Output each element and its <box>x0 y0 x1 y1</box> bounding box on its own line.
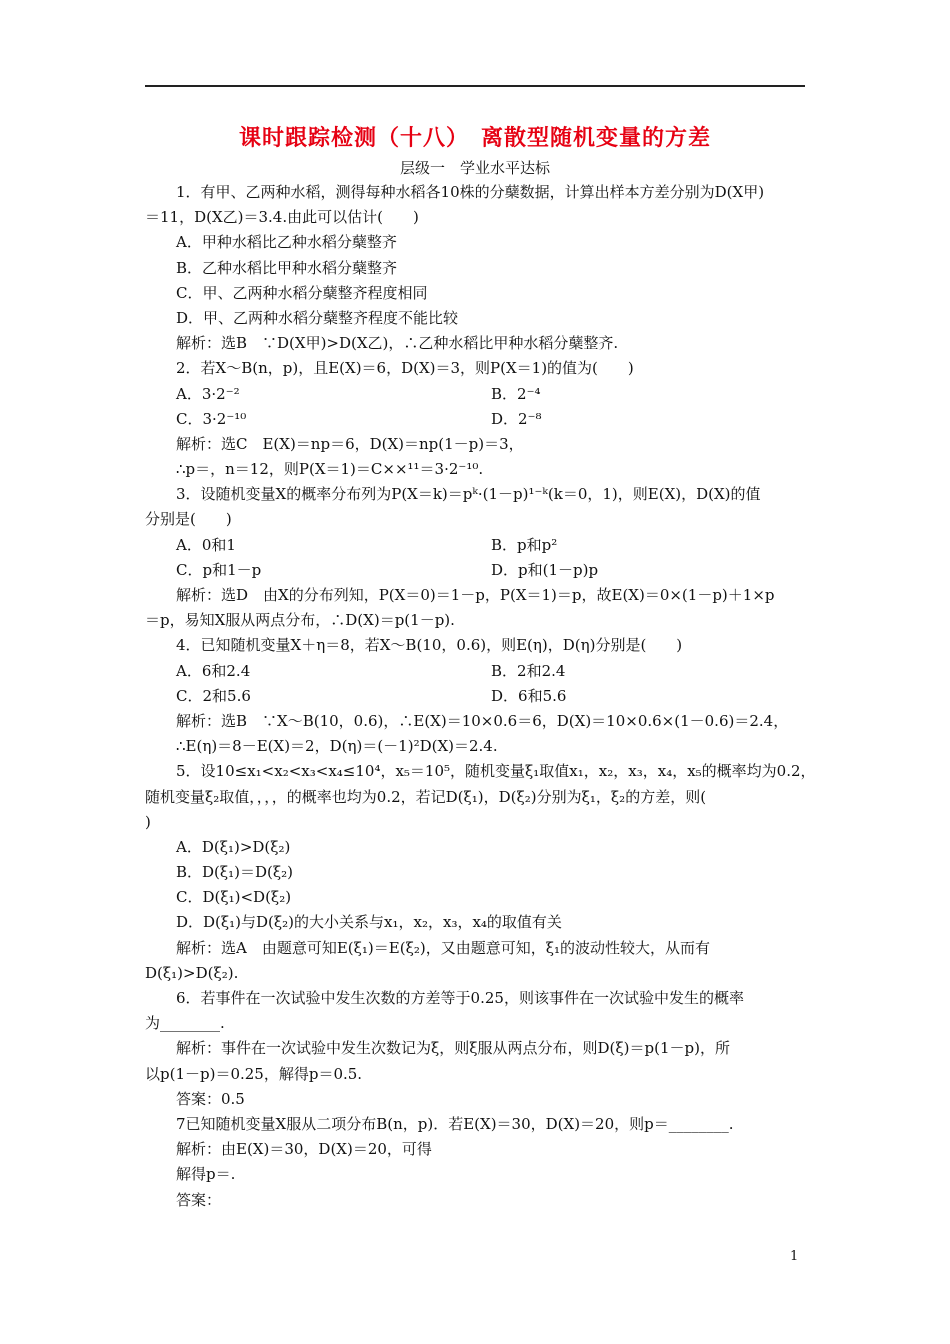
text-line: 解析：选C E(X)＝np＝6，D(X)＝np(1－p)＝3， <box>176 434 524 453</box>
text-line: D(ξ₁)>D(ξ₂). <box>145 963 239 982</box>
text-line: 解析：选D 由X的分布列知，P(X＝0)＝1－p，P(X＝1)＝p，故E(X)＝0×(1－p)＋1×p <box>176 586 775 604</box>
text-line: ＝p，易知X服从两点分布，∴D(X)＝p(1－p). <box>145 611 455 630</box>
option-row <box>145 533 810 558</box>
text-line: ) <box>145 812 151 831</box>
section-subtitle: 层级一 学业水平达标 <box>399 159 550 177</box>
option-line: C．D(ξ₁)<D(ξ₂) <box>176 888 292 907</box>
text-line: 以p(1－p)＝0.25，解得p＝0.5. <box>145 1064 363 1083</box>
option-left: C．2和5.6 <box>176 686 251 705</box>
text-line: ＝11，D(X乙)＝3.4.由此可以估计( ) <box>145 208 419 227</box>
option-line: C．甲、乙两种水稻分蘖整齐程度相同 <box>176 283 428 302</box>
option-left: A．0和1 <box>176 535 236 554</box>
option-line: D．甲、乙两种水稻分蘖整齐程度不能比较 <box>176 308 459 327</box>
text-line: 6．若事件在一次试验中发生次数的方差等于0.25，则该事件在一次试验中发生的概率 <box>176 989 744 1007</box>
text-line: 随机变量ξ₂取值，，，，的概率也均为0.2，若记D(ξ₁)，D(ξ₂)分别为ξ₁，ξ₂的方差，则( <box>145 787 707 806</box>
option-row <box>145 659 810 684</box>
text-line: 分别是( ) <box>145 510 232 529</box>
text-line: 解析：由E(X)＝30，D(X)＝20，可得 <box>176 1140 432 1159</box>
text-line: 解析：选A 由题意可知E(ξ₁)＝E(ξ₂)，又由题意可知，ξ₁的波动性较大，从而有 <box>176 938 710 957</box>
document-body <box>145 180 816 1213</box>
text-line: 为________. <box>145 1014 225 1033</box>
option-right: D．2⁻⁸ <box>491 409 542 428</box>
page-title: 课时跟踪检测（十八） 离散型随机变量的方差 <box>238 126 711 151</box>
option-line: A．甲种水稻比乙种水稻分蘖整齐 <box>176 233 397 252</box>
option-right: B．p和p² <box>491 535 558 554</box>
option-row <box>145 558 810 583</box>
text-line: 解得p＝. <box>176 1165 236 1184</box>
option-line: D．D(ξ₁)与D(ξ₂)的大小关系与x₁，x₂，x₃，x₄的取值有关 <box>176 913 562 932</box>
text-line: ∴E(η)＝8－E(X)＝2，D(η)＝(－1)²D(X)＝2.4. <box>176 737 498 756</box>
option-right: B．2⁻⁴ <box>491 384 541 403</box>
text-line: 7已知随机变量X服从二项分布B(n，p)．若E(X)＝30，D(X)＝20，则p＝________. <box>176 1114 734 1133</box>
option-left: A．6和2.4 <box>176 661 251 680</box>
text-line: 解析：选B ∵D(X甲)>D(X乙)，∴乙种水稻比甲种水稻分蘖整齐. <box>176 334 619 353</box>
option-left: C．p和1－p <box>176 560 262 579</box>
text-line: 解析：选B ∵X～B(10，0.6)，∴E(X)＝10×0.6＝6，D(X)＝10×0.6×(1－0.6)＝2.4， <box>176 711 789 730</box>
option-row <box>145 382 810 407</box>
text-line: 答案：0.5 <box>176 1089 245 1108</box>
option-right: D．6和5.6 <box>491 686 567 705</box>
page-number: 1 <box>790 1249 799 1264</box>
option-line: B．D(ξ₁)＝D(ξ₂) <box>176 863 294 882</box>
option-line: A．D(ξ₁)>D(ξ₂) <box>176 837 291 856</box>
text-line: 2．若X～B(n，p)，且E(X)＝6，D(X)＝3，则P(X＝1)的值为( ) <box>176 359 634 378</box>
option-right: B．2和2.4 <box>491 661 566 680</box>
header-rule <box>145 85 805 87</box>
text-line: 1．有甲、乙两种水稻，测得每种水稻各10株的分蘖数据，计算出样本方差分别为D(X甲) <box>176 183 765 201</box>
text-line: 3．设随机变量X的概率分布列为P(X＝k)＝pᵏ·(1－p)¹⁻ᵏ(k＝0，1)，则E(X)，D(X)的值 <box>176 485 761 504</box>
option-left: A．3·2⁻² <box>176 384 240 403</box>
option-left: C．3·2⁻¹⁰ <box>176 409 247 428</box>
option-right: D．p和(1－p)p <box>491 560 599 579</box>
option-line: B．乙种水稻比甲种水稻分蘖整齐 <box>176 258 398 277</box>
option-row <box>145 407 810 432</box>
text-line: 答案： <box>176 1190 222 1209</box>
text-line: 4．已知随机变量X＋η＝8，若X～B(10，0.6)，则E(η)，D(η)分别是( ) <box>176 636 683 655</box>
text-line: ∴p＝，n＝12，则P(X＝1)＝C××¹¹＝3·2⁻¹⁰. <box>176 460 484 479</box>
text-line: 解析：事件在一次试验中发生次数记为ξ，则ξ服从两点分布，则D(ξ)＝p(1－p)，所 <box>176 1039 730 1058</box>
option-row <box>145 684 810 709</box>
text-line: 5．设10≤x₁<x₂<x₃<x₄≤10⁴，x₅＝10⁵，随机变量ξ₁取值x₁，x₂，x₃，x₄，x₅的概率均为0.2， <box>176 762 816 781</box>
